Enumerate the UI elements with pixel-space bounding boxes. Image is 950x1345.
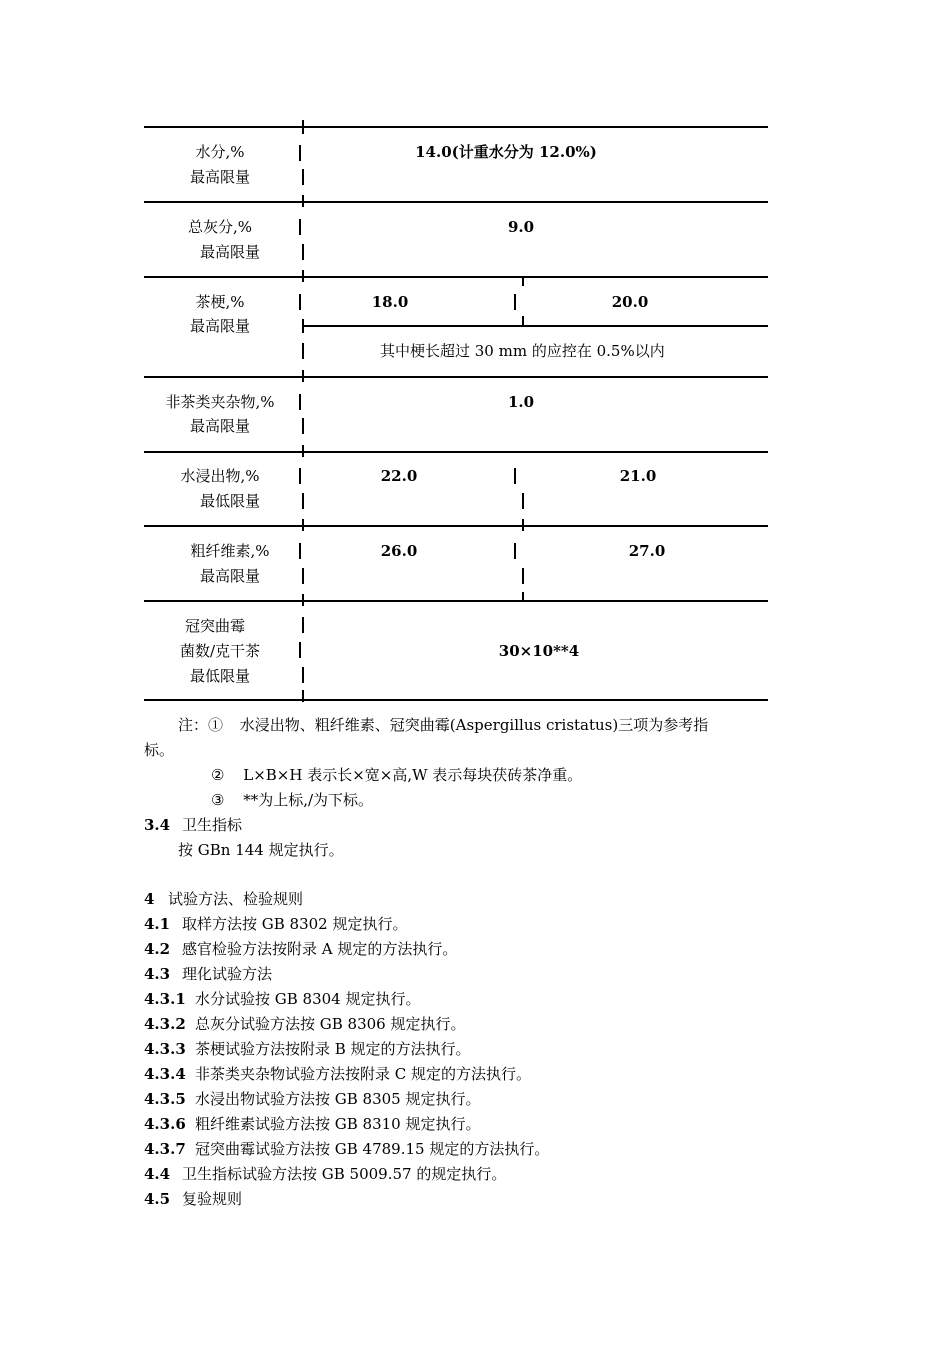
row-label: 茶梗,% [195,293,245,311]
section-item [144,962,272,987]
column-divider [302,120,304,134]
section-item [144,1162,506,1187]
table-rule [144,201,768,203]
column-divider [302,195,304,207]
row-sublabel: 最高限量 [189,417,250,435]
section-heading [144,887,303,912]
row-value-b: 27.0 [628,542,666,560]
section-text: 茶梗试验方法按附录 B 规定的方法执行。 [195,1040,471,1058]
section-text: 水浸出物试验方法按 GB 8305 规定执行。 [195,1090,481,1108]
table-rule [304,325,768,327]
column-divider [522,276,524,286]
row-sublabel: 最高限量 [189,317,250,335]
column-divider [299,219,301,235]
section-item [144,1187,242,1212]
section-number: 4.3.6 [144,1115,186,1133]
note-3-text: **为上标,/为下标。 [243,791,374,809]
column-divider [514,543,516,559]
section-item [144,912,408,937]
column-divider [514,468,516,484]
column-divider [302,617,304,633]
note-2 [211,763,582,788]
column-divider [299,145,301,161]
column-divider [302,270,304,282]
section-item [144,1012,466,1037]
row-value-a: 26.0 [380,542,418,560]
row-label: 非茶类夹杂物,% [165,393,275,411]
section-text: 冠突曲霉试验方法按 GB 4789.15 规定的方法执行。 [195,1140,550,1158]
row-note: 其中梗长超过 30 mm 的应控在 0.5%以内 [380,342,665,360]
column-divider [302,169,304,185]
section-text: 总灰分试验方法按 GB 8306 规定执行。 [195,1015,466,1033]
column-divider [302,519,304,531]
row-value-a: 18.0 [371,293,409,311]
column-divider [302,319,304,333]
section-heading [144,813,242,838]
row-value-b: 20.0 [611,293,649,311]
section-text: 取样方法按 GB 8302 规定执行。 [182,915,408,933]
section-number: 4 [144,890,155,908]
section-item [144,987,421,1012]
row-label: 水分,% [195,143,245,161]
section-item [144,1062,531,1087]
section-number: 4.3.5 [144,1090,186,1108]
column-divider [302,667,304,683]
row-label: 粗纤维素,% [190,542,270,560]
table-rule [144,451,768,453]
section-text: 水分试验按 GB 8304 规定执行。 [195,990,421,1008]
table-rule [144,525,768,527]
row-value: 30×10**4 [498,642,580,660]
section-number: 4.3.3 [144,1040,186,1058]
section-item [144,1112,481,1137]
note-3-mark: ③ [211,791,225,809]
section-item [144,1137,549,1162]
note-1 [178,713,708,738]
section-number: 4.3.7 [144,1140,186,1158]
row-value-b: 21.0 [619,467,657,485]
column-divider [299,468,301,484]
row-label: 冠突曲霉 [184,617,245,635]
section-number: 4.3.4 [144,1065,186,1083]
column-divider [514,294,516,310]
row-sublabel-2: 最低限量 [189,667,250,685]
note-1-continuation: 标。 [144,741,175,759]
note-2-mark: ② [211,766,225,784]
column-divider [522,592,524,602]
column-divider [522,568,524,584]
row-value: 1.0 [507,393,535,411]
section-number: 4.1 [144,915,171,933]
row-value-a: 22.0 [380,467,418,485]
section-number: 3.4 [144,816,171,834]
section-number: 4.3.1 [144,990,186,1008]
table-rule [144,600,768,602]
column-divider [522,519,524,531]
row-sublabel: 最高限量 [199,243,260,261]
section-number: 4.5 [144,1190,171,1208]
note-1-text: 水浸出物、粗纤维素、冠突曲霉(Aspergillus cristatus)三项为参考指 [239,716,709,734]
row-sublabel: 最低限量 [199,492,260,510]
section-text: 卫生指标 [182,816,243,834]
section-paragraph: 按 GBn 144 规定执行。 [178,841,344,859]
section-number: 4.3.2 [144,1015,186,1033]
section-text: 感官检验方法按附录 A 规定的方法执行。 [182,940,458,958]
note-2-text: L×B×H 表示长×宽×高,W 表示每块茯砖茶净重。 [243,766,583,784]
column-divider [299,294,301,310]
section-text: 非茶类夹杂物试验方法按附录 C 规定的方法执行。 [195,1065,532,1083]
section-number: 4.3 [144,965,171,983]
section-text: 粗纤维素试验方法按 GB 8310 规定执行。 [195,1115,481,1133]
column-divider [299,394,301,410]
row-value: 9.0 [507,218,535,236]
column-divider [522,493,524,509]
column-divider [302,343,304,359]
section-item [144,937,457,962]
section-number: 4.4 [144,1165,171,1183]
column-divider [302,418,304,434]
row-sublabel: 菌数/克干茶 [179,642,261,660]
section-text: 卫生指标试验方法按 GB 5009.57 的规定执行。 [182,1165,507,1183]
section-text: 试验方法、检验规则 [168,890,304,908]
section-item [144,1087,481,1112]
column-divider [299,642,301,658]
table-rule [144,699,768,701]
column-divider [302,690,304,702]
section-item [144,1037,471,1062]
column-divider [302,370,304,382]
table-rule [144,126,768,128]
row-sublabel: 最高限量 [199,567,260,585]
row-label: 总灰分,% [187,218,253,236]
note-1-prefix: 注：① [178,716,224,734]
row-label: 水浸出物,% [180,467,260,485]
table-rule [144,276,768,278]
section-text: 复验规则 [182,1190,243,1208]
column-divider [302,445,304,457]
row-value: 14.0(计重水分为 12.0%) [415,143,597,161]
section-text: 理化试验方法 [182,965,273,983]
section-number: 4.2 [144,940,171,958]
row-sublabel: 最高限量 [189,168,250,186]
note-3 [211,788,373,813]
column-divider [302,594,304,606]
column-divider [522,316,524,326]
table-rule [144,376,768,378]
